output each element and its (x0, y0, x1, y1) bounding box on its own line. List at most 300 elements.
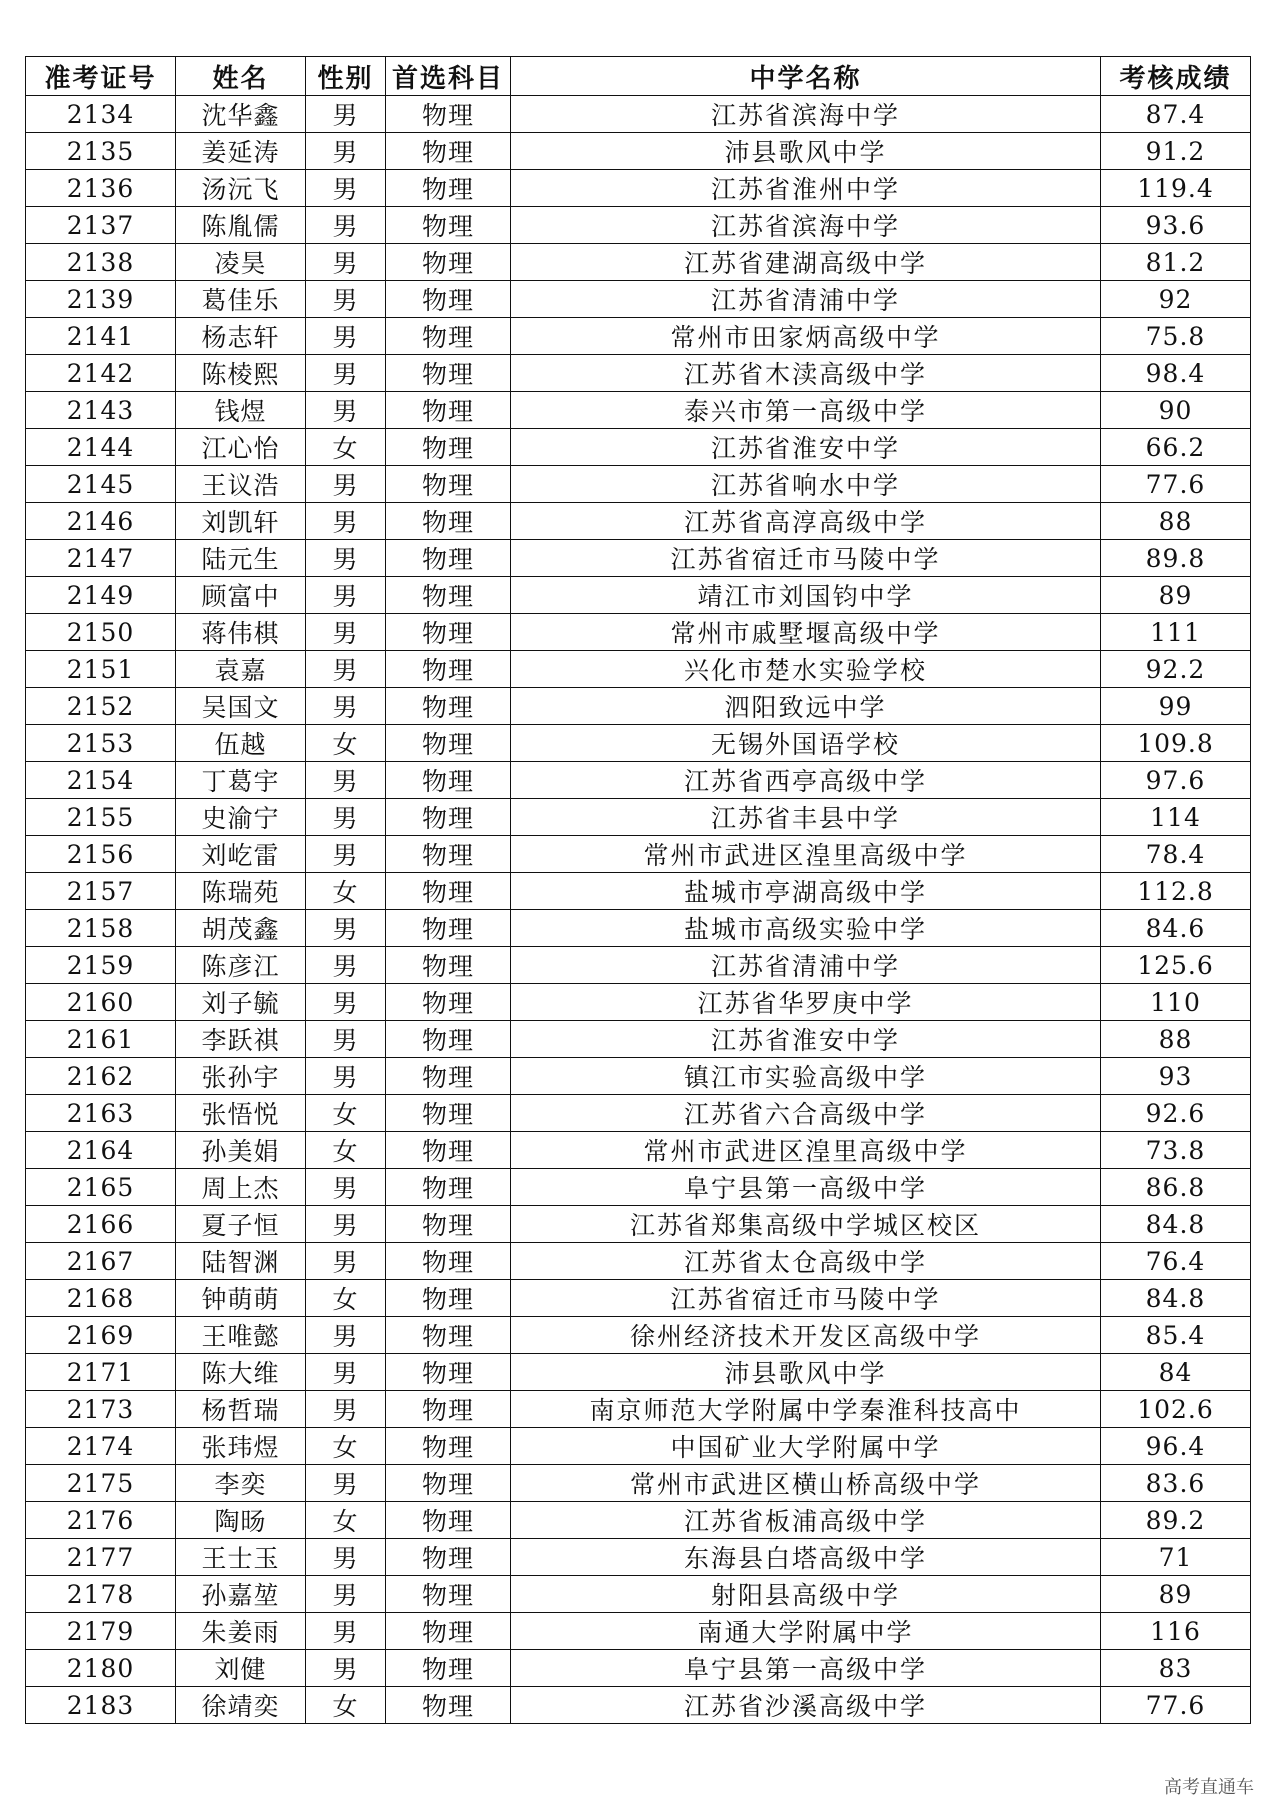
table-row (26, 1650, 1251, 1687)
table-row (26, 207, 1251, 244)
name-cell: 朱姜雨 (176, 1613, 306, 1650)
table-row (26, 725, 1251, 762)
score-cell: 91.2 (1101, 133, 1251, 170)
score-cell: 98.4 (1101, 355, 1251, 392)
subject-cell: 物理 (386, 503, 511, 540)
table-body (26, 96, 1251, 1724)
school-cell: 常州市武进区湟里高级中学 (511, 1132, 1101, 1169)
table-row (26, 96, 1251, 133)
subject-cell: 物理 (386, 1613, 511, 1650)
table-row (26, 1206, 1251, 1243)
school-cell: 江苏省淮安中学 (511, 429, 1101, 466)
table-row (26, 170, 1251, 207)
exam-id-cell: 2177 (26, 1539, 176, 1576)
score-cell: 87.4 (1101, 96, 1251, 133)
school-cell: 江苏省丰县中学 (511, 799, 1101, 836)
exam-id-cell: 2156 (26, 836, 176, 873)
score-cell: 84 (1101, 1354, 1251, 1391)
table-row (26, 1021, 1251, 1058)
school-cell: 盐城市高级实验中学 (511, 910, 1101, 947)
subject-cell: 物理 (386, 1465, 511, 1502)
name-cell: 吴国文 (176, 688, 306, 725)
subject-cell: 物理 (386, 984, 511, 1021)
name-cell: 伍越 (176, 725, 306, 762)
subject-cell: 物理 (386, 651, 511, 688)
exam-id-cell: 2145 (26, 466, 176, 503)
name-cell: 陈瑞苑 (176, 873, 306, 910)
table-row (26, 873, 1251, 910)
score-cell: 78.4 (1101, 836, 1251, 873)
score-cell: 81.2 (1101, 244, 1251, 281)
gender-cell: 男 (306, 651, 386, 688)
gender-cell: 男 (306, 1058, 386, 1095)
name-cell: 杨哲瑞 (176, 1391, 306, 1428)
subject-cell: 物理 (386, 762, 511, 799)
exam-id-cell: 2164 (26, 1132, 176, 1169)
subject-cell: 物理 (386, 1650, 511, 1687)
school-cell: 江苏省西亭高级中学 (511, 762, 1101, 799)
name-cell: 王士玉 (176, 1539, 306, 1576)
name-cell: 李奕 (176, 1465, 306, 1502)
subject-cell: 物理 (386, 540, 511, 577)
gender-cell: 男 (306, 207, 386, 244)
name-cell: 钟萌萌 (176, 1280, 306, 1317)
subject-cell: 物理 (386, 1317, 511, 1354)
school-cell: 江苏省六合高级中学 (511, 1095, 1101, 1132)
score-cell: 92.2 (1101, 651, 1251, 688)
table-row (26, 1243, 1251, 1280)
gender-cell: 男 (306, 1354, 386, 1391)
gender-cell: 男 (306, 503, 386, 540)
subject-cell: 物理 (386, 910, 511, 947)
subject-cell: 物理 (386, 614, 511, 651)
name-cell: 袁嘉 (176, 651, 306, 688)
table-row (26, 651, 1251, 688)
subject-cell: 物理 (386, 688, 511, 725)
exam-id-cell: 2173 (26, 1391, 176, 1428)
school-cell: 镇江市实验高级中学 (511, 1058, 1101, 1095)
exam-id-cell: 2151 (26, 651, 176, 688)
school-cell: 泰兴市第一高级中学 (511, 392, 1101, 429)
subject-cell: 物理 (386, 244, 511, 281)
exam-id-cell: 2169 (26, 1317, 176, 1354)
gender-cell: 女 (306, 725, 386, 762)
school-cell: 东海县白塔高级中学 (511, 1539, 1101, 1576)
exam-id-cell: 2144 (26, 429, 176, 466)
table-row (26, 1613, 1251, 1650)
school-cell: 江苏省宿迁市马陵中学 (511, 540, 1101, 577)
exam-id-cell: 2139 (26, 281, 176, 318)
school-cell: 江苏省木渎高级中学 (511, 355, 1101, 392)
gender-cell: 男 (306, 910, 386, 947)
subject-cell: 物理 (386, 1169, 511, 1206)
score-cell: 97.6 (1101, 762, 1251, 799)
gender-cell: 女 (306, 1095, 386, 1132)
school-cell: 江苏省滨海中学 (511, 96, 1101, 133)
score-cell: 89 (1101, 1576, 1251, 1613)
name-cell: 汤沅飞 (176, 170, 306, 207)
subject-cell: 物理 (386, 1206, 511, 1243)
gender-cell: 男 (306, 244, 386, 281)
score-cell: 88 (1101, 1021, 1251, 1058)
school-cell: 江苏省沙溪高级中学 (511, 1687, 1101, 1724)
gender-cell: 男 (306, 1021, 386, 1058)
exam-id-cell: 2146 (26, 503, 176, 540)
table-row (26, 577, 1251, 614)
gender-cell: 女 (306, 1280, 386, 1317)
exam-id-cell: 2178 (26, 1576, 176, 1613)
subject-cell: 物理 (386, 281, 511, 318)
subject-cell: 物理 (386, 836, 511, 873)
name-cell: 张孙宇 (176, 1058, 306, 1095)
gender-cell: 男 (306, 1650, 386, 1687)
subject-cell: 物理 (386, 1021, 511, 1058)
school-cell: 常州市武进区湟里高级中学 (511, 836, 1101, 873)
school-cell: 江苏省淮安中学 (511, 1021, 1101, 1058)
name-cell: 王唯懿 (176, 1317, 306, 1354)
score-cell: 77.6 (1101, 466, 1251, 503)
gender-cell: 男 (306, 1613, 386, 1650)
subject-cell: 物理 (386, 1502, 511, 1539)
subject-cell: 物理 (386, 577, 511, 614)
school-cell: 江苏省滨海中学 (511, 207, 1101, 244)
gender-cell: 男 (306, 281, 386, 318)
exam-id-cell: 2152 (26, 688, 176, 725)
table-row (26, 355, 1251, 392)
name-cell: 杨志轩 (176, 318, 306, 355)
gender-cell: 男 (306, 392, 386, 429)
exam-id-cell: 2153 (26, 725, 176, 762)
name-cell: 陈彦江 (176, 947, 306, 984)
header-gender: 性别 (306, 57, 386, 96)
score-cell: 110 (1101, 984, 1251, 1021)
table-row (26, 1687, 1251, 1724)
gender-cell: 男 (306, 466, 386, 503)
name-cell: 刘健 (176, 1650, 306, 1687)
table-row (26, 836, 1251, 873)
gender-cell: 男 (306, 688, 386, 725)
exam-id-cell: 2158 (26, 910, 176, 947)
school-cell: 兴化市楚水实验学校 (511, 651, 1101, 688)
subject-cell: 物理 (386, 1280, 511, 1317)
subject-cell: 物理 (386, 170, 511, 207)
score-cell: 84.8 (1101, 1280, 1251, 1317)
header-subject: 首选科目 (386, 57, 511, 96)
score-cell: 93 (1101, 1058, 1251, 1095)
score-cell: 88 (1101, 503, 1251, 540)
subject-cell: 物理 (386, 1243, 511, 1280)
gender-cell: 男 (306, 540, 386, 577)
score-cell: 84.6 (1101, 910, 1251, 947)
name-cell: 陆智渊 (176, 1243, 306, 1280)
table-row (26, 318, 1251, 355)
table-row (26, 947, 1251, 984)
gender-cell: 男 (306, 1317, 386, 1354)
exam-id-cell: 2179 (26, 1613, 176, 1650)
school-cell: 江苏省宿迁市马陵中学 (511, 1280, 1101, 1317)
gender-cell: 男 (306, 947, 386, 984)
exam-id-cell: 2138 (26, 244, 176, 281)
gender-cell: 女 (306, 1132, 386, 1169)
name-cell: 史渝宁 (176, 799, 306, 836)
school-cell: 南通大学附属中学 (511, 1613, 1101, 1650)
name-cell: 蒋伟棋 (176, 614, 306, 651)
exam-id-cell: 2149 (26, 577, 176, 614)
table-row (26, 1354, 1251, 1391)
school-cell: 江苏省华罗庚中学 (511, 984, 1101, 1021)
name-cell: 陆元生 (176, 540, 306, 577)
table-row (26, 1428, 1251, 1465)
score-cell: 89 (1101, 577, 1251, 614)
name-cell: 张玮煜 (176, 1428, 306, 1465)
exam-id-cell: 2160 (26, 984, 176, 1021)
gender-cell: 男 (306, 1391, 386, 1428)
header-row (26, 57, 1251, 96)
gender-cell: 男 (306, 96, 386, 133)
table-row (26, 1576, 1251, 1613)
subject-cell: 物理 (386, 1095, 511, 1132)
name-cell: 陈棱熙 (176, 355, 306, 392)
gender-cell: 男 (306, 614, 386, 651)
table-row (26, 392, 1251, 429)
score-cell: 93.6 (1101, 207, 1251, 244)
score-cell: 92 (1101, 281, 1251, 318)
school-cell: 沛县歌风中学 (511, 1354, 1101, 1391)
school-cell: 江苏省建湖高级中学 (511, 244, 1101, 281)
score-cell: 92.6 (1101, 1095, 1251, 1132)
score-cell: 114 (1101, 799, 1251, 836)
score-cell: 109.8 (1101, 725, 1251, 762)
gender-cell: 男 (306, 799, 386, 836)
name-cell: 刘子毓 (176, 984, 306, 1021)
school-cell: 无锡外国语学校 (511, 725, 1101, 762)
name-cell: 王议浩 (176, 466, 306, 503)
score-cell: 89.2 (1101, 1502, 1251, 1539)
header-exam-id: 准考证号 (26, 57, 176, 96)
name-cell: 孙嘉堃 (176, 1576, 306, 1613)
table-row (26, 910, 1251, 947)
school-cell: 江苏省郑集高级中学城区校区 (511, 1206, 1101, 1243)
exam-id-cell: 2161 (26, 1021, 176, 1058)
name-cell: 顾富中 (176, 577, 306, 614)
score-cell: 85.4 (1101, 1317, 1251, 1354)
table-row (26, 503, 1251, 540)
name-cell: 钱煜 (176, 392, 306, 429)
name-cell: 刘屹雷 (176, 836, 306, 873)
subject-cell: 物理 (386, 1687, 511, 1724)
table-row (26, 466, 1251, 503)
table-row (26, 984, 1251, 1021)
exam-id-cell: 2150 (26, 614, 176, 651)
admission-results-table (25, 56, 1251, 1724)
exam-id-cell: 2143 (26, 392, 176, 429)
school-cell: 江苏省清浦中学 (511, 281, 1101, 318)
score-cell: 99 (1101, 688, 1251, 725)
subject-cell: 物理 (386, 1391, 511, 1428)
watermark-text: 高考直通车 (1164, 1777, 1254, 1798)
school-cell: 江苏省淮州中学 (511, 170, 1101, 207)
subject-cell: 物理 (386, 799, 511, 836)
name-cell: 陈胤儒 (176, 207, 306, 244)
school-cell: 盐城市亭湖高级中学 (511, 873, 1101, 910)
table-row (26, 1502, 1251, 1539)
school-cell: 常州市田家炳高级中学 (511, 318, 1101, 355)
score-cell: 89.8 (1101, 540, 1251, 577)
gender-cell: 男 (306, 762, 386, 799)
gender-cell: 女 (306, 1428, 386, 1465)
table-row (26, 1132, 1251, 1169)
exam-id-cell: 2167 (26, 1243, 176, 1280)
subject-cell: 物理 (386, 1539, 511, 1576)
gender-cell: 男 (306, 1243, 386, 1280)
exam-id-cell: 2142 (26, 355, 176, 392)
exam-id-cell: 2180 (26, 1650, 176, 1687)
score-cell: 112.8 (1101, 873, 1251, 910)
exam-id-cell: 2157 (26, 873, 176, 910)
gender-cell: 男 (306, 836, 386, 873)
score-cell: 116 (1101, 1613, 1251, 1650)
exam-id-cell: 2176 (26, 1502, 176, 1539)
subject-cell: 物理 (386, 947, 511, 984)
score-cell: 111 (1101, 614, 1251, 651)
table-row (26, 1391, 1251, 1428)
subject-cell: 物理 (386, 207, 511, 244)
table-row (26, 133, 1251, 170)
table-row (26, 1280, 1251, 1317)
exam-id-cell: 2137 (26, 207, 176, 244)
exam-id-cell: 2136 (26, 170, 176, 207)
name-cell: 陶旸 (176, 1502, 306, 1539)
name-cell: 张悟悦 (176, 1095, 306, 1132)
gender-cell: 男 (306, 170, 386, 207)
score-cell: 83 (1101, 1650, 1251, 1687)
gender-cell: 男 (306, 1539, 386, 1576)
gender-cell: 男 (306, 1169, 386, 1206)
table-row (26, 244, 1251, 281)
gender-cell: 男 (306, 1206, 386, 1243)
gender-cell: 男 (306, 1576, 386, 1613)
school-cell: 江苏省响水中学 (511, 466, 1101, 503)
school-cell: 阜宁县第一高级中学 (511, 1650, 1101, 1687)
score-cell: 125.6 (1101, 947, 1251, 984)
gender-cell: 男 (306, 1465, 386, 1502)
table-row (26, 1539, 1251, 1576)
score-cell: 77.6 (1101, 1687, 1251, 1724)
table-row (26, 281, 1251, 318)
exam-id-cell: 2159 (26, 947, 176, 984)
score-cell: 84.8 (1101, 1206, 1251, 1243)
score-cell: 73.8 (1101, 1132, 1251, 1169)
exam-id-cell: 2141 (26, 318, 176, 355)
exam-id-cell: 2134 (26, 96, 176, 133)
school-cell: 阜宁县第一高级中学 (511, 1169, 1101, 1206)
gender-cell: 男 (306, 984, 386, 1021)
name-cell: 陈大维 (176, 1354, 306, 1391)
exam-id-cell: 2135 (26, 133, 176, 170)
score-cell: 102.6 (1101, 1391, 1251, 1428)
exam-id-cell: 2163 (26, 1095, 176, 1132)
exam-id-cell: 2175 (26, 1465, 176, 1502)
table-row (26, 614, 1251, 651)
score-cell: 66.2 (1101, 429, 1251, 466)
gender-cell: 男 (306, 133, 386, 170)
subject-cell: 物理 (386, 466, 511, 503)
gender-cell: 女 (306, 1502, 386, 1539)
score-cell: 83.6 (1101, 1465, 1251, 1502)
school-cell: 靖江市刘国钧中学 (511, 577, 1101, 614)
school-cell: 南京师范大学附属中学秦淮科技高中 (511, 1391, 1101, 1428)
table-row (26, 1095, 1251, 1132)
table-row (26, 429, 1251, 466)
score-cell: 76.4 (1101, 1243, 1251, 1280)
name-cell: 江心怡 (176, 429, 306, 466)
table-row (26, 1169, 1251, 1206)
exam-id-cell: 2147 (26, 540, 176, 577)
school-cell: 江苏省清浦中学 (511, 947, 1101, 984)
school-cell: 江苏省高淳高级中学 (511, 503, 1101, 540)
name-cell: 姜延涛 (176, 133, 306, 170)
exam-id-cell: 2154 (26, 762, 176, 799)
table-row (26, 540, 1251, 577)
table-row (26, 762, 1251, 799)
name-cell: 葛佳乐 (176, 281, 306, 318)
subject-cell: 物理 (386, 1576, 511, 1613)
score-cell: 75.8 (1101, 318, 1251, 355)
subject-cell: 物理 (386, 1058, 511, 1095)
gender-cell: 女 (306, 429, 386, 466)
table-row (26, 1317, 1251, 1354)
score-cell: 90 (1101, 392, 1251, 429)
exam-id-cell: 2174 (26, 1428, 176, 1465)
school-cell: 泗阳致远中学 (511, 688, 1101, 725)
table-row (26, 688, 1251, 725)
name-cell: 徐靖奕 (176, 1687, 306, 1724)
subject-cell: 物理 (386, 318, 511, 355)
gender-cell: 男 (306, 355, 386, 392)
score-cell: 96.4 (1101, 1428, 1251, 1465)
exam-id-cell: 2183 (26, 1687, 176, 1724)
subject-cell: 物理 (386, 1354, 511, 1391)
subject-cell: 物理 (386, 1428, 511, 1465)
subject-cell: 物理 (386, 355, 511, 392)
name-cell: 夏子恒 (176, 1206, 306, 1243)
school-cell: 中国矿业大学附属中学 (511, 1428, 1101, 1465)
gender-cell: 男 (306, 577, 386, 614)
name-cell: 刘凯轩 (176, 503, 306, 540)
exam-id-cell: 2165 (26, 1169, 176, 1206)
school-cell: 江苏省太仓高级中学 (511, 1243, 1101, 1280)
score-cell: 86.8 (1101, 1169, 1251, 1206)
school-cell: 徐州经济技术开发区高级中学 (511, 1317, 1101, 1354)
gender-cell: 女 (306, 873, 386, 910)
table-row (26, 1465, 1251, 1502)
name-cell: 丁葛宇 (176, 762, 306, 799)
gender-cell: 女 (306, 1687, 386, 1724)
school-cell: 射阳县高级中学 (511, 1576, 1101, 1613)
header-score: 考核成绩 (1101, 57, 1251, 96)
gender-cell: 男 (306, 318, 386, 355)
subject-cell: 物理 (386, 133, 511, 170)
exam-id-cell: 2155 (26, 799, 176, 836)
subject-cell: 物理 (386, 96, 511, 133)
subject-cell: 物理 (386, 429, 511, 466)
table-header (26, 57, 1251, 96)
school-cell: 江苏省板浦高级中学 (511, 1502, 1101, 1539)
exam-id-cell: 2171 (26, 1354, 176, 1391)
exam-id-cell: 2166 (26, 1206, 176, 1243)
subject-cell: 物理 (386, 1132, 511, 1169)
header-name: 姓名 (176, 57, 306, 96)
